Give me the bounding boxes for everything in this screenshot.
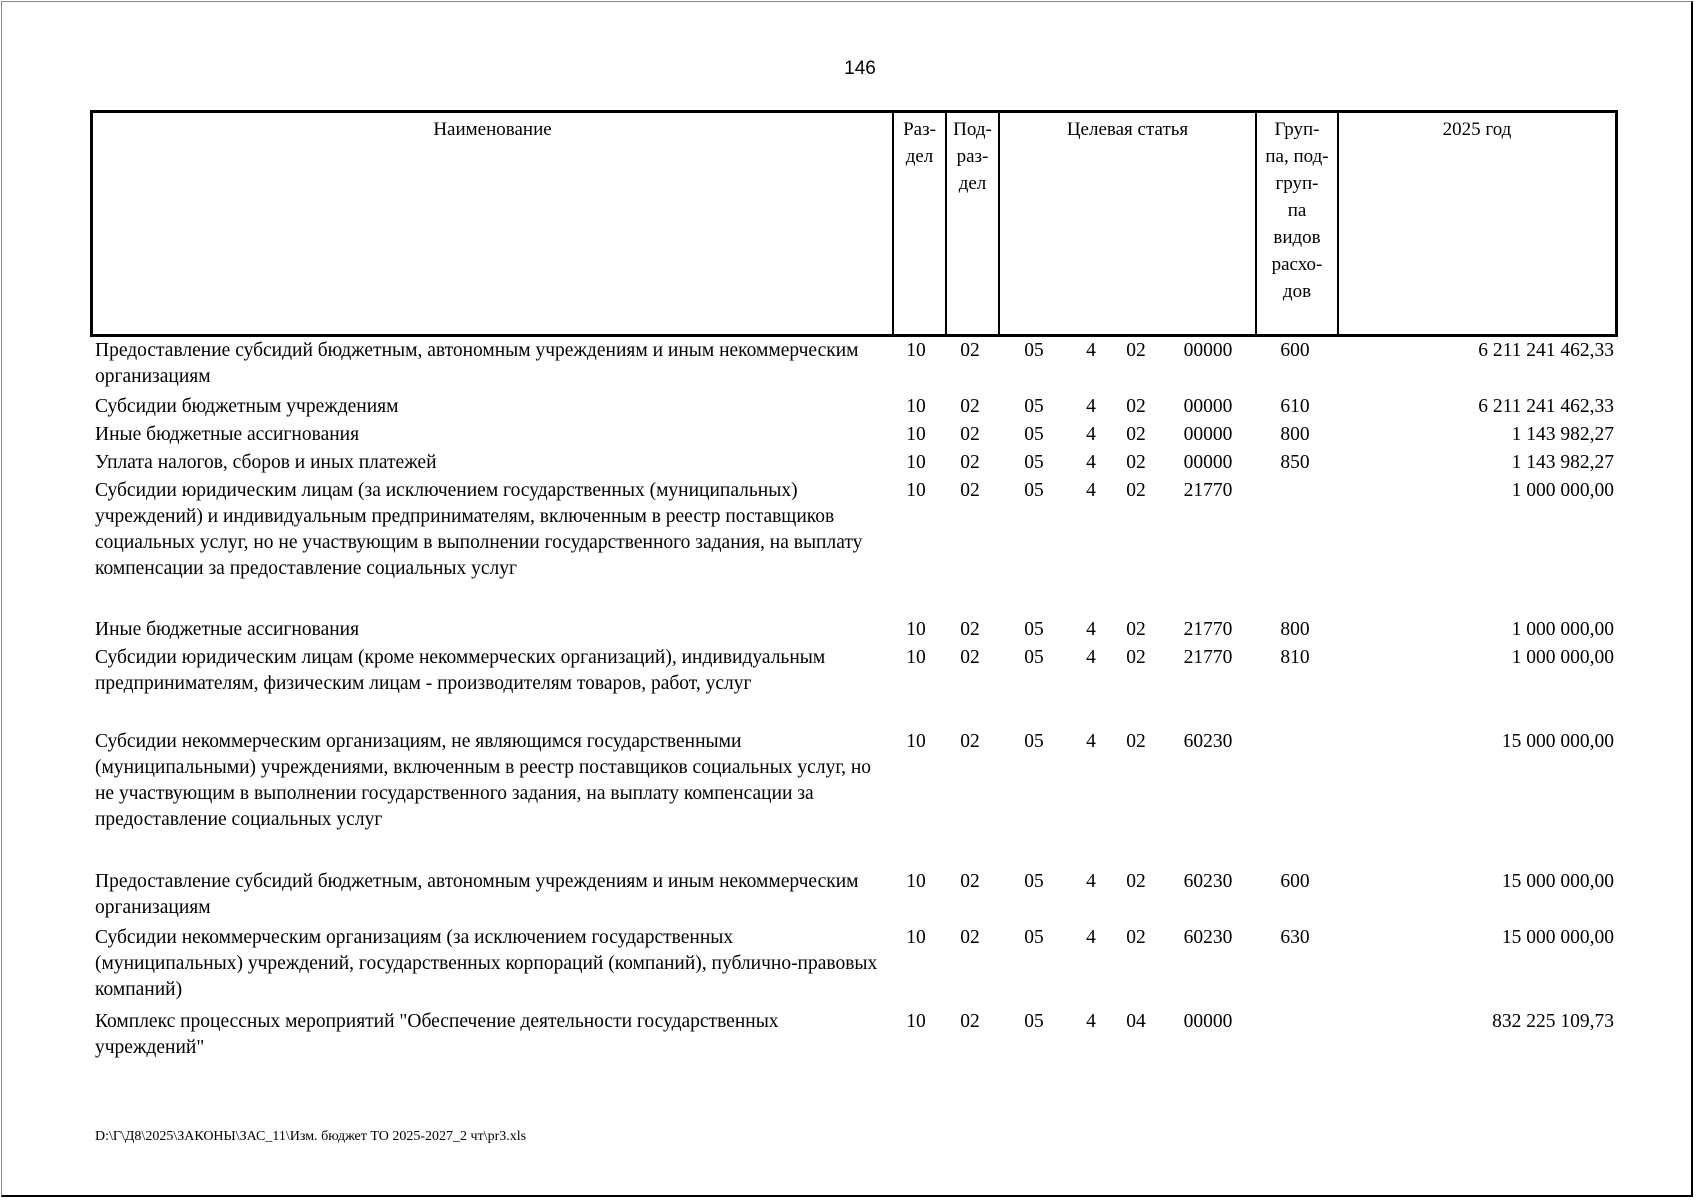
- row-razdel: 10: [906, 396, 926, 417]
- row-name: Субсидии некоммерческим организациям (за исключением государственных (муниципальных) учреждений, государственных корпораций (компаний), публично-правовых компаний): [95, 927, 878, 1000]
- row-razdel: 10: [906, 647, 926, 668]
- row-target-2: 4: [1086, 1011, 1096, 1032]
- header-target-article: Целевая статья: [1000, 113, 1257, 334]
- row-target-4: 00000: [1183, 396, 1233, 417]
- row-target-4: 00000: [1183, 424, 1233, 445]
- row-razdel: 10: [906, 480, 926, 501]
- row-target-1: 05: [1024, 340, 1044, 361]
- row-razdel: 10: [906, 871, 926, 892]
- row-group: 810: [1280, 647, 1310, 668]
- row-razdel: 10: [906, 452, 926, 473]
- row-target-2: 4: [1086, 871, 1096, 892]
- row-name: Комплекс процессных мероприятий "Обеспечение деятельности государственных учреждений": [95, 1011, 779, 1058]
- row-podrazdel: 02: [960, 1011, 980, 1032]
- row-target-3: 02: [1126, 927, 1146, 948]
- row-target-1: 05: [1024, 396, 1044, 417]
- row-razdel: 10: [906, 424, 926, 445]
- row-target-4: 21770: [1183, 647, 1233, 668]
- row-amount: 15 000 000,00: [1501, 927, 1614, 948]
- row-target-1: 05: [1024, 1011, 1044, 1032]
- header-podrazdel: Под- раз- дел: [947, 113, 1000, 334]
- row-podrazdel: 02: [960, 396, 980, 417]
- row-target-2: 4: [1086, 927, 1096, 948]
- row-target-4: 00000: [1183, 1011, 1233, 1032]
- row-target-4: 00000: [1183, 452, 1233, 473]
- table-header: [90, 110, 1618, 337]
- row-target-3: 04: [1126, 1011, 1146, 1032]
- row-razdel: 10: [906, 731, 926, 752]
- row-group: 610: [1280, 396, 1310, 417]
- row-name: Иные бюджетные ассигнования: [95, 619, 360, 640]
- row-podrazdel: 02: [960, 340, 980, 361]
- row-amount: 1 143 982,27: [1511, 452, 1614, 473]
- row-podrazdel: 02: [960, 480, 980, 501]
- row-amount: 1 000 000,00: [1511, 480, 1614, 501]
- row-target-4: 00000: [1183, 340, 1233, 361]
- row-target-2: 4: [1086, 480, 1096, 501]
- row-razdel: 10: [906, 340, 926, 361]
- row-podrazdel: 02: [960, 424, 980, 445]
- row-name: Субсидии юридическим лицам (кроме некоммерческих организаций), индивидуальным предпринимателям, физическим лицам - производителям товаров, работ, услуг: [95, 647, 826, 694]
- row-target-2: 4: [1086, 452, 1096, 473]
- row-group: 630: [1280, 927, 1310, 948]
- row-target-3: 02: [1126, 647, 1146, 668]
- row-target-4: 21770: [1183, 619, 1233, 640]
- row-target-3: 02: [1126, 619, 1146, 640]
- row-podrazdel: 02: [960, 871, 980, 892]
- row-target-2: 4: [1086, 647, 1096, 668]
- header-year: 2025 год: [1442, 119, 1512, 140]
- row-amount: 832 225 109,73: [1492, 1011, 1614, 1032]
- row-target-1: 05: [1024, 424, 1044, 445]
- row-target-4: 60230: [1183, 731, 1233, 752]
- row-name: Предоставление субсидий бюджетным, автономным учреждениям и иным некоммерческим организациям: [95, 340, 859, 387]
- row-podrazdel: 02: [960, 647, 980, 668]
- row-podrazdel: 02: [960, 619, 980, 640]
- row-amount: 1 000 000,00: [1511, 619, 1614, 640]
- row-target-1: 05: [1024, 647, 1044, 668]
- row-target-3: 02: [1126, 871, 1146, 892]
- header-razdel: Раз- дел: [894, 113, 947, 334]
- row-name: Субсидии юридическим лицам (за исключением государственных (муниципальных) учреждений) и индивидуальным предпринимателям, включенным в реестр поставщиков социальных услуг, но не участвующим в выполнении государственного задания, на выплату компенсации за предоставление социальных услуг: [95, 480, 863, 579]
- row-amount: 1 000 000,00: [1511, 647, 1614, 668]
- row-name: Иные бюджетные ассигнования: [95, 424, 360, 445]
- row-group: 600: [1280, 871, 1310, 892]
- row-target-3: 02: [1126, 424, 1146, 445]
- row-target-1: 05: [1024, 619, 1044, 640]
- row-group: 600: [1280, 340, 1310, 361]
- page-number: 146: [844, 58, 876, 79]
- row-target-2: 4: [1086, 396, 1096, 417]
- row-target-3: 02: [1126, 396, 1146, 417]
- row-target-1: 05: [1024, 480, 1044, 501]
- row-target-4: 60230: [1183, 871, 1233, 892]
- file-path-footer: D:\Г\Д8\2025\ЗАКОНЫ\ЗАС_11\Изм. бюджет ТО 2025-2027_2 чт\pr3.xls: [95, 1129, 527, 1144]
- row-name: Предоставление субсидий бюджетным, автономным учреждениям и иным некоммерческим организациям: [95, 871, 859, 918]
- row-name: Субсидии бюджетным учреждениям: [95, 396, 399, 417]
- row-podrazdel: 02: [960, 452, 980, 473]
- row-target-2: 4: [1086, 731, 1096, 752]
- row-podrazdel: 02: [960, 731, 980, 752]
- row-target-3: 02: [1126, 452, 1146, 473]
- row-target-2: 4: [1086, 340, 1096, 361]
- row-target-2: 4: [1086, 619, 1096, 640]
- row-razdel: 10: [906, 1011, 926, 1032]
- row-razdel: 10: [906, 619, 926, 640]
- row-target-4: 21770: [1183, 480, 1233, 501]
- row-target-1: 05: [1024, 871, 1044, 892]
- row-amount: 1 143 982,27: [1511, 424, 1614, 445]
- row-target-2: 4: [1086, 424, 1096, 445]
- row-amount: 15 000 000,00: [1501, 731, 1614, 752]
- row-amount: 6 211 241 462,33: [1478, 340, 1614, 361]
- row-target-3: 02: [1126, 340, 1146, 361]
- row-group: 800: [1280, 619, 1310, 640]
- row-target-4: 60230: [1183, 927, 1233, 948]
- row-group: 850: [1280, 452, 1310, 473]
- row-target-3: 02: [1126, 480, 1146, 501]
- header-name: Наименование: [93, 113, 894, 334]
- row-target-1: 05: [1024, 731, 1044, 752]
- row-target-1: 05: [1024, 452, 1044, 473]
- row-group: 800: [1280, 424, 1310, 445]
- row-podrazdel: 02: [960, 927, 980, 948]
- row-name: Субсидии некоммерческим организациям, не являющимся государственными (муниципальными) учреждениями, включенным в реестр поставщиков социальных услуг, но не участвующим в выполнении государственного задания, на выплату компенсации за предоставление социальных услуг: [95, 731, 872, 830]
- row-name: Уплата налогов, сборов и иных платежей: [95, 452, 437, 473]
- header-expense-group: Груп- па, под- груп- па видов расхо- дов: [1257, 113, 1339, 334]
- row-target-1: 05: [1024, 927, 1044, 948]
- row-amount: 6 211 241 462,33: [1478, 396, 1614, 417]
- row-amount: 15 000 000,00: [1501, 871, 1614, 892]
- row-target-3: 02: [1126, 731, 1146, 752]
- row-razdel: 10: [906, 927, 926, 948]
